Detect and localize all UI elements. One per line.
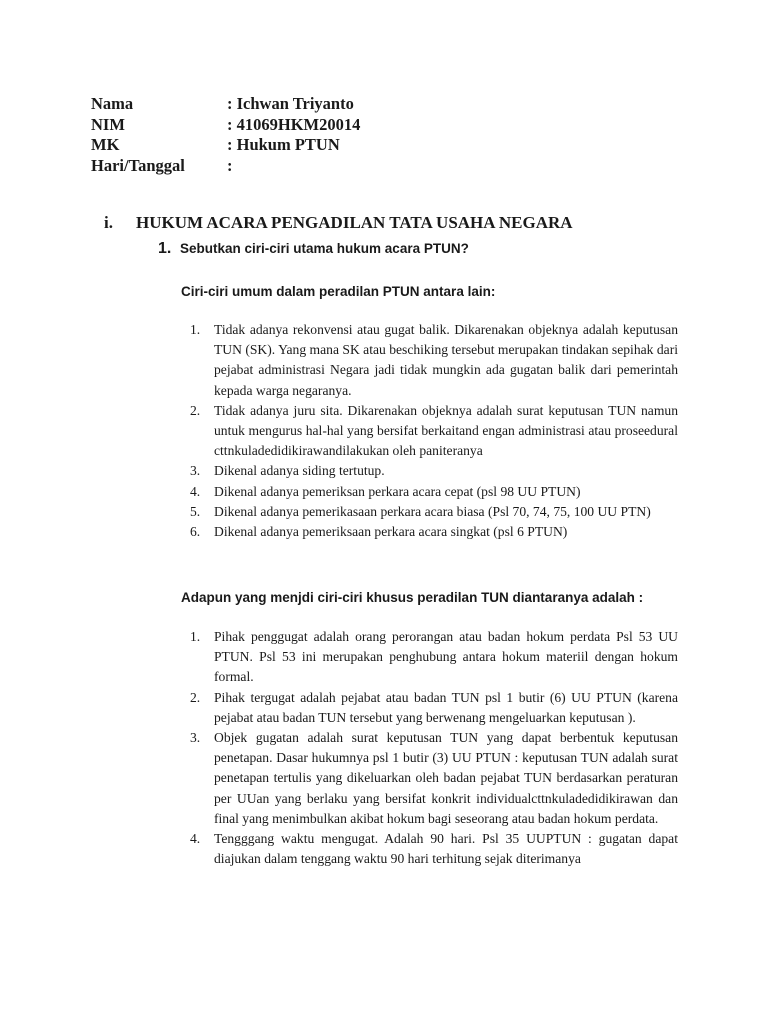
section-heading [104, 213, 573, 233]
item-text: Pihak tergugat adalah pejabat atau badan TUN psl 1 butir (6) UU PTUN (karena pejabat atau badan TUN tersebut yang berwenang mengeluarkan keputusan ). [214, 689, 678, 725]
item-number: 4. [190, 483, 201, 499]
list-item [190, 401, 678, 462]
info-value: : Ichwan Triyanto [227, 94, 354, 113]
info-row-nama [91, 94, 360, 115]
item-text: Dikenal adanya pemerikasaan perkara acara biasa (Psl 70, 74, 75, 100 UU PTN) [214, 503, 651, 519]
list-item [190, 320, 678, 401]
item-text: Tengggang waktu mengugat. Adalah 90 hari. Psl 35 UUPTUN : gugatan dapat diajukan dalam tenggang waktu 90 hari terhitung sejak diterimanya [214, 831, 678, 867]
info-row-hari-tanggal [91, 156, 360, 177]
student-info [91, 94, 360, 176]
item-number: 1. [190, 322, 201, 337]
question-number: 1. [158, 240, 172, 257]
section-number: i. [104, 213, 113, 232]
item-number: 4. [190, 831, 201, 847]
item-number: 2. [190, 402, 201, 418]
list-item [190, 522, 678, 542]
info-label: Hari/Tanggal [91, 155, 185, 175]
info-label: NIM [91, 114, 125, 134]
info-label: MK [91, 135, 120, 154]
item-text: Tidak adanya juru sita. Dikarenakan objeknya adalah surat keputusan TUN namun untuk mengurus hal-hal yang bersifat berkaitand engan administrasi atau proseedural cttnkuladedidikirawandilakukan oleh paniteranya [214, 402, 678, 459]
ciri-umum-list [190, 320, 678, 542]
item-text: Dikenal adanya siding tertutup. [214, 463, 385, 479]
item-number: 6. [190, 524, 201, 540]
list-item [190, 829, 678, 869]
ciri-khusus-list [190, 627, 678, 869]
question-text: Sebutkan ciri-ciri utama hukum acara PTUN? [180, 241, 469, 256]
ciri-khusus-heading: Adapun yang menjdi ciri-ciri khusus peradilan TUN diantaranya adalah : [181, 590, 644, 605]
item-text: Pihak penggugat adalah orang perorangan atau badan hokum perdata Psl 53 UU PTUN. Psl 53 ini merupakan penghubung antara hokum materiil dengan hokum formal. [214, 629, 678, 685]
info-value: : 41069HKM20014 [227, 114, 361, 134]
list-item [190, 627, 678, 688]
ciri-umum-heading: Ciri-ciri umum dalam peradilan PTUN antara lain: [181, 284, 496, 299]
info-value: : Hukum PTUN [227, 135, 340, 154]
info-value: : [227, 155, 233, 175]
list-item [190, 728, 678, 829]
item-number: 1. [190, 629, 201, 644]
list-item [190, 482, 678, 502]
item-number: 2. [190, 689, 201, 705]
list-item [190, 461, 678, 481]
item-number: 3. [190, 463, 201, 479]
item-number: 5. [190, 503, 201, 519]
item-number: 3. [190, 730, 201, 746]
item-text: Dikenal adanya pemeriksaan perkara acara singkat (psl 6 PTUN) [214, 524, 568, 540]
item-text: Dikenal adanya pemeriksan perkara acara cepat (psl 98 UU PTUN) [214, 483, 581, 499]
section-title: HUKUM ACARA PENGADILAN TATA USAHA NEGARA [136, 213, 573, 232]
info-label: Nama [91, 94, 134, 113]
question-1 [158, 240, 469, 258]
info-row-mk [91, 135, 360, 156]
list-item [190, 502, 678, 522]
item-text: Tidak adanya rekonvensi atau gugat balik. Dikarenakan objeknya adalah keputusan TUN (SK). Yang mana SK atau beschiking tersebut merupakan tindakan sepihak dari pejabat administrasi Negara jadi tidak mungkin ada gugatan balik dari pemerintah kepada warga negaranya. [214, 322, 678, 398]
info-row-nim [91, 115, 360, 136]
list-item [190, 688, 678, 728]
item-text: Objek gugatan adalah surat keputusan TUN yang dapat berbentuk keputusan penetapan. Dasar hukumnya psl 1 butir (3) UU PTUN : keputusan TUN adalah surat penetapan tertulis yang dikeluarkan oleh badan pejabat TUN berdasarkan peraturan per UUan yang berlaku yang bersifat konkrit individualcttnkuladedidikirawan dan final yang menimbulkan akibat hokum bagi seseorang atau badan hokum perdata. [214, 730, 678, 826]
